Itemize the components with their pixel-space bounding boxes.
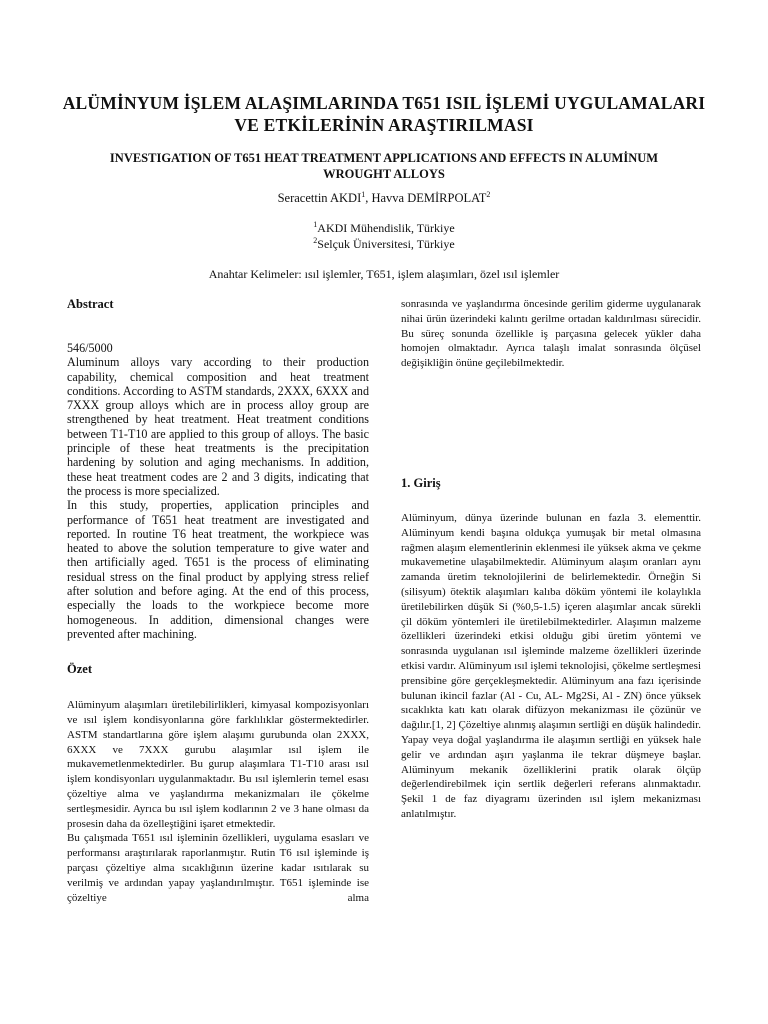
affiliation-1-mark: 1 (313, 220, 318, 229)
abstract-paragraph-2: In this study, properties, application principles and performance of T651 heat treatment are investigated and reported. In routine T6 heat treatment, the workpiece was heated to above the solution temperature to give water and then artificially aged. T651 is the process of eliminating residual stress on the final product by applying stress relief after solution and before aging. At the end of this process, especially the loads to the workpiece become more homogeneous. In addition, dimensional changes were prevented after machining. (67, 498, 369, 641)
affiliation-1-text: AKDI Mühendislik, Türkiye (317, 221, 455, 235)
author-1-mark: 1 (361, 189, 366, 199)
intro-heading: 1. Giriş (401, 475, 441, 490)
affiliation-2 (0, 237, 768, 252)
abstract-paragraph-1: Aluminum alloys vary according to their production capability, chemical composition and heat treatment conditions. According to ASTM standards, 2XXX, 6XXX and 7XXX group alloys which are in process alloy group are strengthened by heat treatment. Heat treatment conditions between T1-T10 are applied to this group of alloys. The basic principle of these heat treatments is the precipitation hardening by solution and aging mechanisms. In addition, these heat treatment codes are 2 and 3 digits, indicating that the process is more specialized. (67, 355, 369, 498)
ozet-paragraph-2-continued: sonrasında ve yaşlandırma öncesinde gerilim giderme uygulanarak nihai ürün üzerindeki kalıntı gerilme ortadan kaldırılması sürecidir. Bu süreç sonunda özellikle iş parçasına gelecek yükler daha homojen olmaktadır. Ayrıca talaşlı imalat sonrasında ölçüsel değişikliğin önüne geçilebilmektedir. (401, 298, 701, 370)
title-turkish: ALÜMİNYUM İŞLEM ALAŞIMLARINDA T651 ISIL İŞLEMİ UYGULAMALARI VE ETKİLERİNİN ARAŞTIRILMASI (62, 93, 706, 135)
author-2-mark: 2 (486, 189, 491, 199)
author-1: Seracettin AKDI (277, 191, 362, 205)
abstract-word-count: 546/5000 (67, 341, 113, 355)
abstract-heading: Abstract (67, 297, 114, 311)
ozet-paragraph-1: Alüminyum alaşımları üretilebilirlikleri, kimyasal kompozisyonları ve ısıl işlem kondisyonlarına göre farklılıklar göstermektedirler. ASTM standartlarına göre işlem alaşımı gurubunda olan 2XXX, 6XXX ve 7XXX gurubu alaşımlar ısıl işlem ile mukavemetlenmektedirler. Bu gurup alaşımlara T1-T10 arası ısıl işlem kondisyonları uygulanmaktadır. Bu ısıl işlemlerin temel esası çözeltiye alma ve yaşlandırma mekanizmaları ile çökelme sertleşmesidir. Ayrıca bu ısıl işlem kodlarının 2 ve 3 hane olması da prosesin daha da özelleştiğini işaret etmektedir. (67, 699, 369, 830)
intro-paragraph-1: Alüminyum, dünya üzerinde bulunan en fazla 3. elementtir. Alüminyum kendi başına oldukça yumuşak bir metal olmasına rağmen alaşım elementlerinin eklenmesi ile yüksek akma ve çekme mukavemetine ulaşabilmektedir. Alüminyum alaşım oranları aynı zamanda üretim teknolojilerini de belirlemektedir. Örneğin Si (silisyum) ötektik alaşımları kalıba döküm yöntemi ile kolaylıkla üretilebilirken düşük Si (%0,5-1.5) içeren alaşımlar ancak sürekli çil döküm yöntemleri ile üretilebilmektedirler. Alaşımın malzeme özellikleri üzerindeki etkisi olduğu gibi üretim yöntemi ve sonrasında uygulanan ısıl işleminde malzeme özellikleri üzerinde etkisi vardır. Alüminyum ısıl işlemi teknolojisi, çökelme sertleşmesi prensibine göre gerçekleşmektedir. Alüminyum ana fazı içerisinde bulunan ikincil fazlar (Al - Cu, AL- Mg2Si, Al - ZN) önce yüksek sıcaklıkta katı katı olarak difüzyon mekanizması ile çözünür ve dağılır.[1, 2] Çözeltiye alınmış alaşımın sertliği en düşük halindedir. Yapay veya doğal yaşlandırma ile alaşımın sertliği en yüksek hale gelir ve ardından aşırı yaşlanma ile tekrar düşmeye başlar. Alüminyum mekanik özelliklerini pratik olarak ölçüp değerlendirebilmek için sertlik değerleri referans alınmaktadır. Şekil 1 de faz diyagramı üzerinden ısıl işlem mekanizması anlatılmıştır. (401, 511, 701, 820)
author-separator: , (365, 191, 372, 205)
left-column (67, 297, 369, 905)
title-english: INVESTIGATION OF T651 HEAT TREATMENT APPLICATIONS AND EFFECTS IN ALUMİNUM WROUGHT ALLOYS (109, 151, 659, 181)
affiliation-1 (0, 221, 768, 236)
ozet-paragraph-2: Bu çalışmada T651 ısıl işleminin özellikleri, uygulama esasları ve performansı araştırılarak raporlanmıştır. Rutin T6 ısıl işleminde iş parçası çözeltiye alma sıcaklığının üzerine kadar ısıtılarak su verilmiş ve ardından yapay yaşlandırılmıştır. T651 işleminde ise çözeltiye alma (67, 832, 369, 904)
author-2: Havva DEMİRPOLAT (371, 191, 487, 205)
affiliation-2-text: Selçuk Üniversitesi, Türkiye (317, 237, 455, 251)
right-column (401, 297, 701, 822)
keywords: Anahtar Kelimeler: ısıl işlemler, T651, işlem alaşımları, özel ısıl işlemler (208, 267, 560, 281)
affiliation-2-mark: 2 (313, 236, 318, 245)
author-line (0, 191, 768, 206)
ozet-heading: Özet (67, 662, 92, 677)
